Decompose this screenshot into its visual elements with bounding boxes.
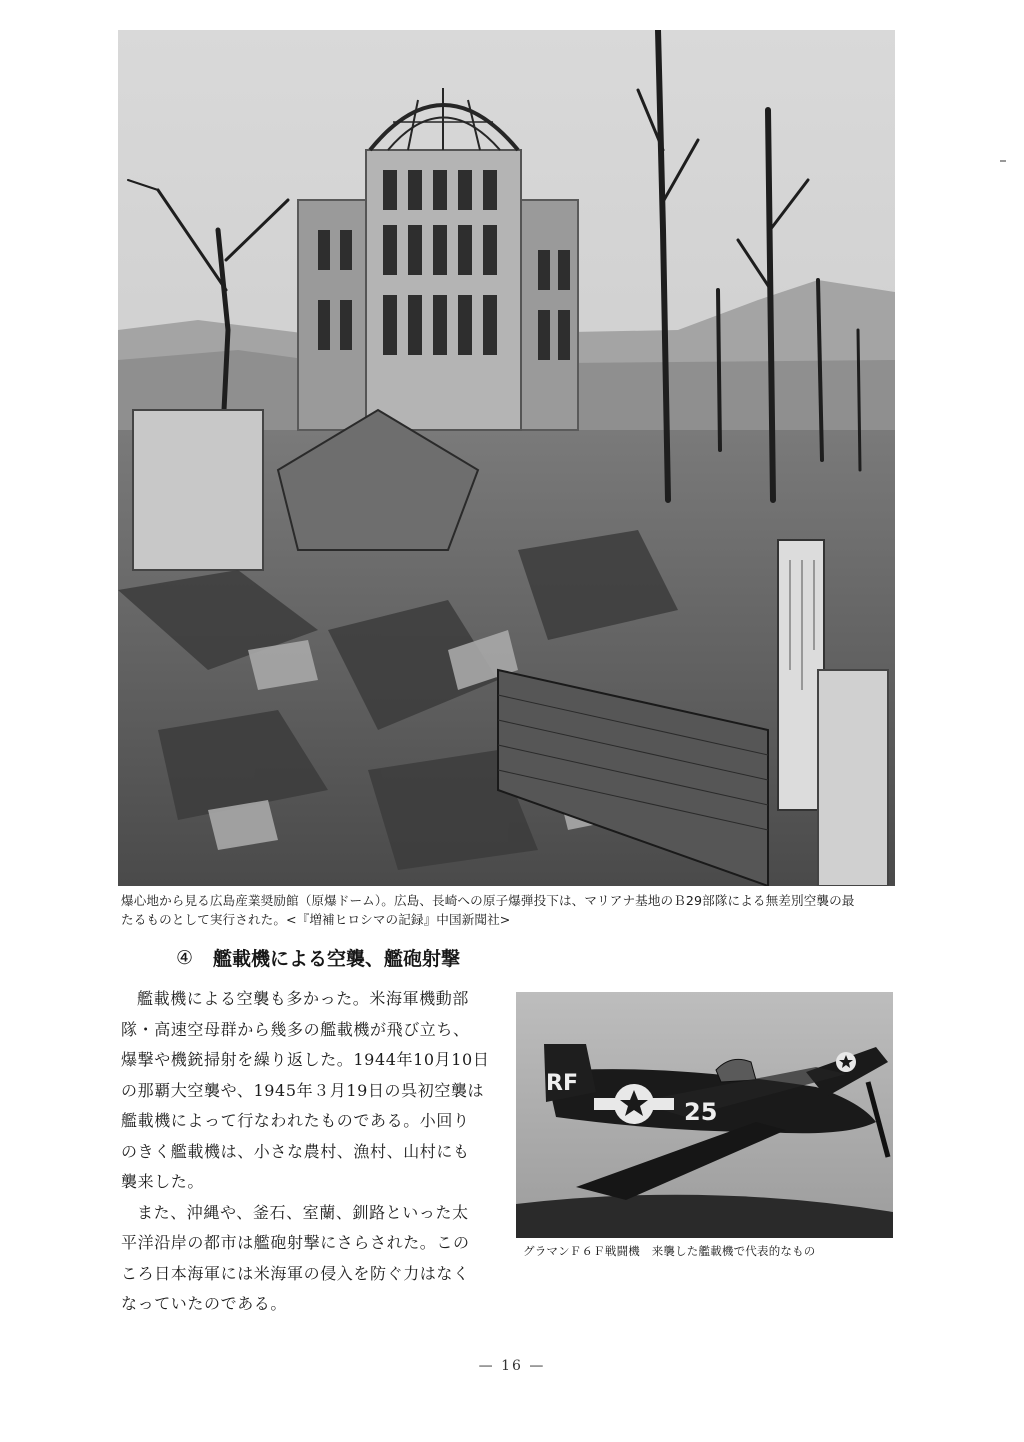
text-line: また、沖縄や、釜石、室蘭、釧路といった太 (137, 1202, 469, 1222)
text-line: のきく艦載機は、小さな農村、漁村、山村にも (121, 1141, 470, 1161)
paragraph-2 (121, 1198, 501, 1320)
text-line: 艦載機による空襲も多かった。米海軍機動部 (137, 989, 470, 1008)
section-number: ④ (176, 946, 194, 969)
body-text (121, 984, 501, 1320)
fuselage-number: 25 (684, 1098, 718, 1126)
text-line: の那覇大空襲や、1945年３月19日の呉初空襲は (121, 1080, 485, 1100)
text-line: 爆撃や機銃掃射を繰り返した。1944年10月10日 (121, 1050, 490, 1069)
section-heading (176, 944, 460, 971)
main-photo (118, 30, 895, 886)
plane-photo-caption: グラマンＦ６Ｆ戦闘機 来襲した艦載機で代表的なもの (523, 1244, 816, 1258)
paragraph-1 (121, 984, 501, 1198)
section-title: 艦載機による空襲、艦砲射撃 (213, 948, 461, 970)
text-line: 平洋沿岸の都市は艦砲射撃にさらされた。この (121, 1233, 470, 1252)
text-line: ころ日本海軍には米海軍の侵入を防ぐ力はなく (121, 1263, 470, 1283)
page-number: — 16 — (478, 1358, 546, 1374)
page-edge-mark (1000, 160, 1006, 162)
caption-line-2: たるものとして実行された。<『増補ヒロシマの記録』中国新聞社> (121, 912, 511, 927)
text-line: 襲来した。 (121, 1172, 205, 1191)
main-photo-caption (121, 891, 897, 929)
tail-marking: RF (546, 1071, 578, 1096)
caption-line-1: 爆心地から見る広島産業奨励館（原爆ドーム）。広島、長崎への原子爆弾投下は、マリアナ基地のＢ29部隊による無差別空襲の最 (121, 893, 855, 908)
text-line: 隊・高速空母群から幾多の艦載機が飛び立ち、 (121, 1019, 470, 1039)
text-line: なっていたのである。 (121, 1294, 288, 1313)
text-line: 艦載機によって行なわれたものである。小回り (121, 1111, 470, 1130)
plane-photo (516, 992, 893, 1238)
